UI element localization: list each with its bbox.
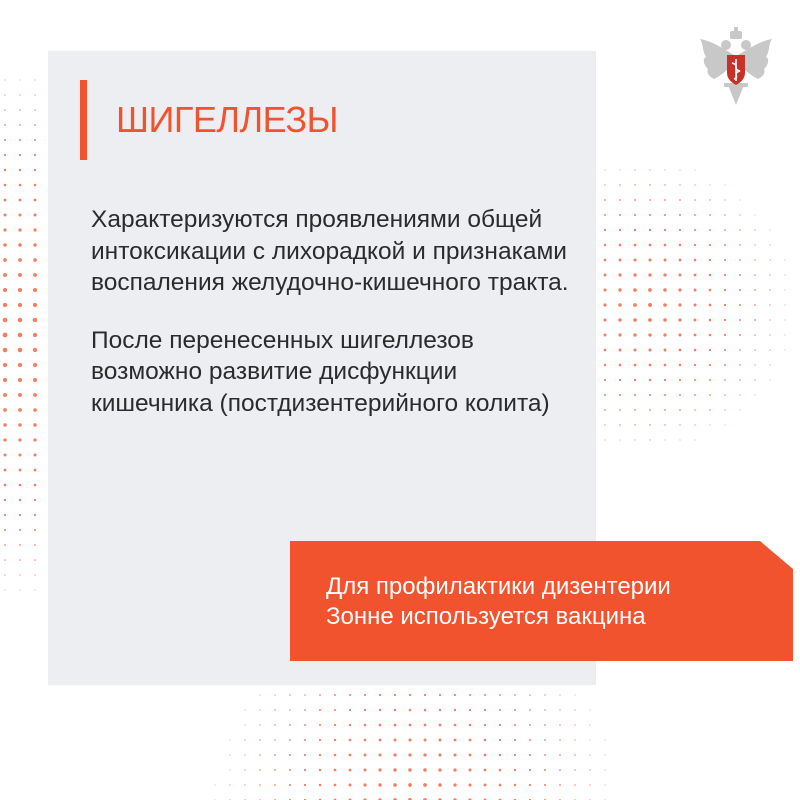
description-paragraph-1: Характеризуются проявлениями общей интоксикации с лихорадкой и признаками воспаления желудочно-кишечного тракта. bbox=[91, 206, 569, 296]
callout-line-2: Зонне используется вакцина bbox=[326, 603, 646, 630]
callout-text bbox=[326, 572, 786, 632]
callout-line-1: Для профилактики дизентерии bbox=[326, 573, 671, 600]
eagle-tail bbox=[724, 83, 748, 105]
double-headed-eagle-emblem-icon bbox=[694, 25, 778, 109]
title-accent-bar bbox=[80, 80, 87, 160]
page-title: ШИГЕЛЛЕЗЫ bbox=[116, 99, 338, 140]
description-text bbox=[91, 204, 581, 419]
eagle-heads bbox=[721, 27, 751, 50]
description-paragraph-2: После перенесенных шигеллезов возможно развитие дисфункции кишечника (постдизентерийного колита) bbox=[91, 326, 550, 417]
